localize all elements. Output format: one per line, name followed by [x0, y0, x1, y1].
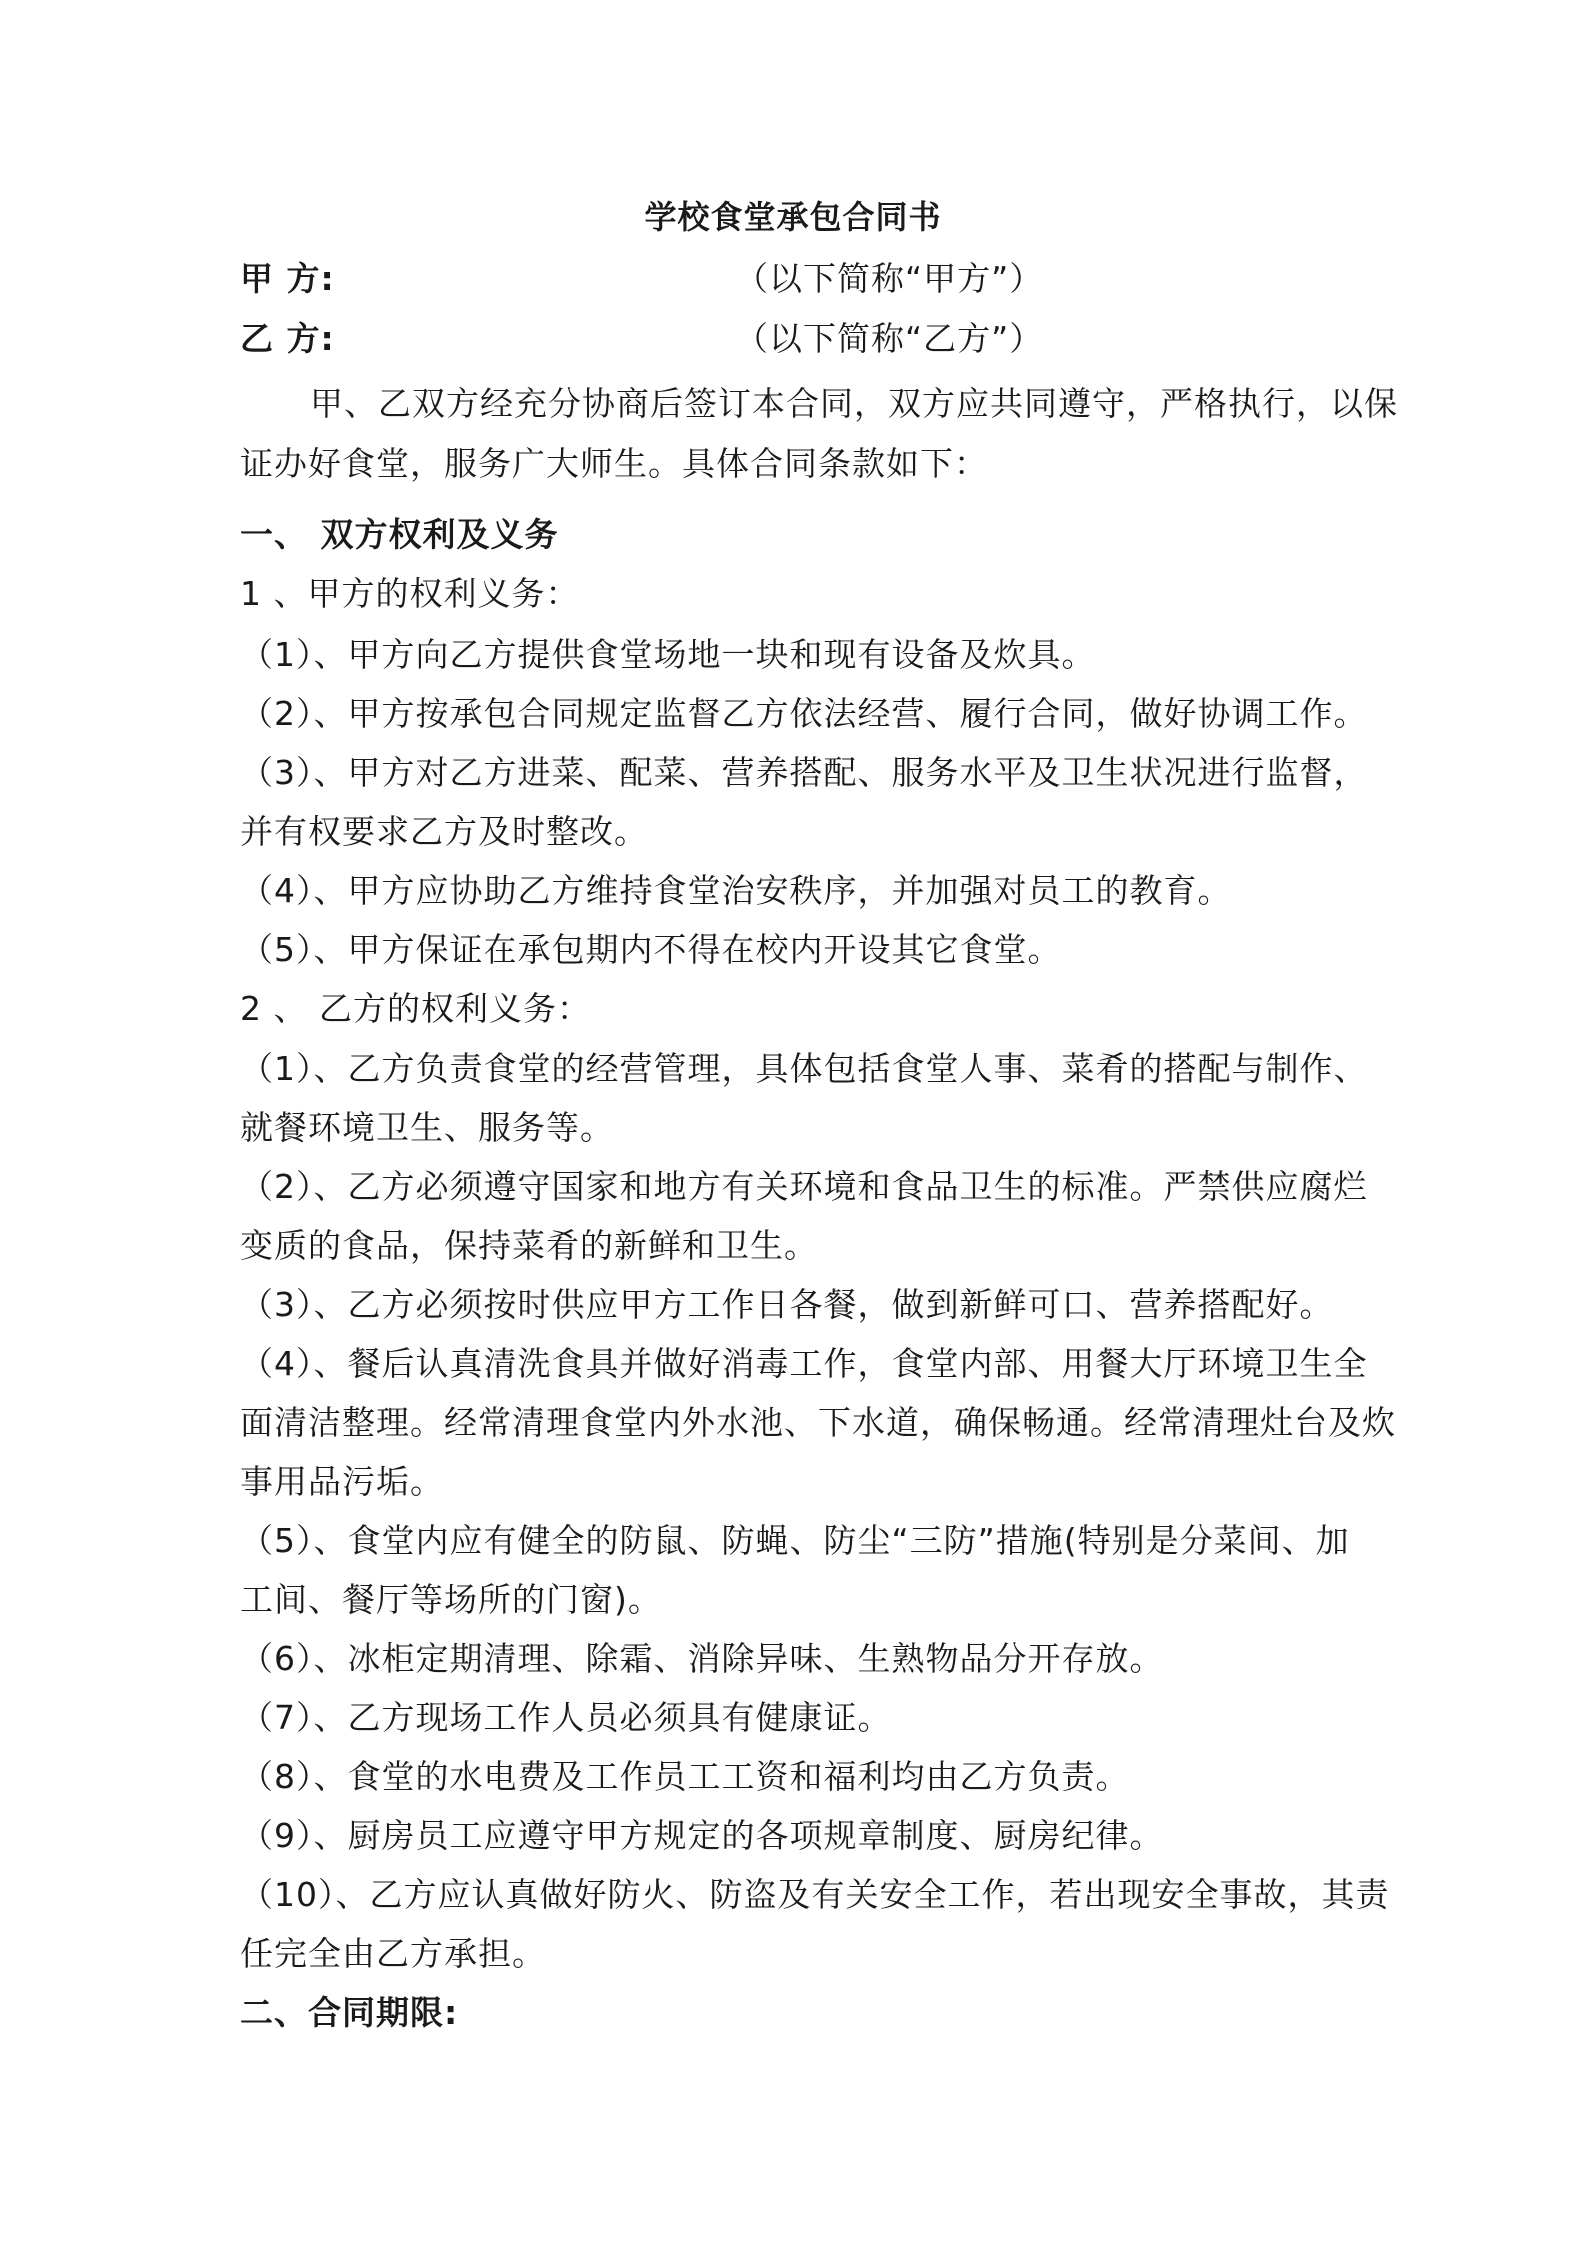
party-b-note: （以下简称“乙方”）	[735, 319, 1044, 358]
clause-line: （6）、冰柜定期清理、除霜、消除异味、生熟物品分开存放。	[240, 1639, 1164, 1678]
clause-line: 变质的食品，保持菜肴的新鲜和卫生。	[240, 1226, 818, 1265]
party-a-note: （以下简称“甲方”）	[735, 259, 1044, 298]
clause-line: 并有权要求乙方及时整改。	[240, 812, 648, 851]
clause-line: 事用品污垢。	[240, 1462, 444, 1501]
clause-line: （4）、餐后认真清洗食具并做好消毒工作，食堂内部、用餐大厅环境卫生全	[240, 1344, 1368, 1383]
clause-line: （10）、乙方应认真做好防火、防盗及有关安全工作，若出现安全事故，其责	[240, 1875, 1390, 1914]
clause-line: （8）、食堂的水电费及工作员工工资和福利均由乙方负责。	[240, 1757, 1130, 1796]
party-a-label: 甲 方:	[240, 259, 335, 298]
party-b-label: 乙 方:	[240, 319, 335, 358]
clause-line: （2）、乙方必须遵守国家和地方有关环境和食品卫生的标准。严禁供应腐烂	[240, 1167, 1368, 1206]
clause-line: 就餐环境卫生、服务等。	[240, 1108, 614, 1147]
clause-line: 面清洁整理。经常清理食堂内外水池、下水道，确保畅通。经常清理灶台及炊	[240, 1403, 1396, 1442]
clause-line: （5）、食堂内应有健全的防鼠、防蝇、防尘“三防”措施(特别是分菜间、加	[240, 1521, 1350, 1560]
clause-line: （5）、甲方保证在承包期内不得在校内开设其它食堂。	[240, 930, 1062, 969]
clause-line: （3）、乙方必须按时供应甲方工作日各餐，做到新鲜可口、营养搭配好。	[240, 1285, 1334, 1324]
intro-line: 证办好食堂，服务广大师生。具体合同条款如下：	[240, 444, 988, 483]
clause-line: （9）、厨房员工应遵守甲方规定的各项规章制度、厨房纪律。	[240, 1816, 1164, 1855]
document-title: 学校食堂承包合同书	[644, 198, 942, 236]
section-heading: 二、合同期限:	[240, 1993, 459, 2032]
clause-line: （1）、甲方向乙方提供食堂场地一块和现有设备及炊具。	[240, 635, 1096, 674]
subsection-heading: 1 、甲方的权利义务：	[240, 574, 580, 613]
subsection-heading: 2 、 乙方的权利义务：	[240, 989, 591, 1028]
section-heading: 一、 双方权利及义务	[240, 515, 559, 554]
clause-line: 任完全由乙方承担。	[240, 1934, 546, 1973]
clause-line: （3）、甲方对乙方进菜、配菜、营养搭配、服务水平及卫生状况进行监督，	[240, 753, 1368, 792]
clause-line: 工间、餐厅等场所的门窗)。	[240, 1580, 662, 1619]
intro-line: 甲、乙双方经充分协商后签订本合同，双方应共同遵守，严格执行，以保	[310, 384, 1398, 423]
clause-line: （2）、甲方按承包合同规定监督乙方依法经营、履行合同，做好协调工作。	[240, 694, 1368, 733]
clause-line: （1）、乙方负责食堂的经营管理，具体包括食堂人事、菜肴的搭配与制作、	[240, 1049, 1368, 1088]
clause-line: （4）、甲方应协助乙方维持食堂治安秩序，并加强对员工的教育。	[240, 871, 1232, 910]
clause-line: （7）、乙方现场工作人员必须具有健康证。	[240, 1698, 892, 1737]
